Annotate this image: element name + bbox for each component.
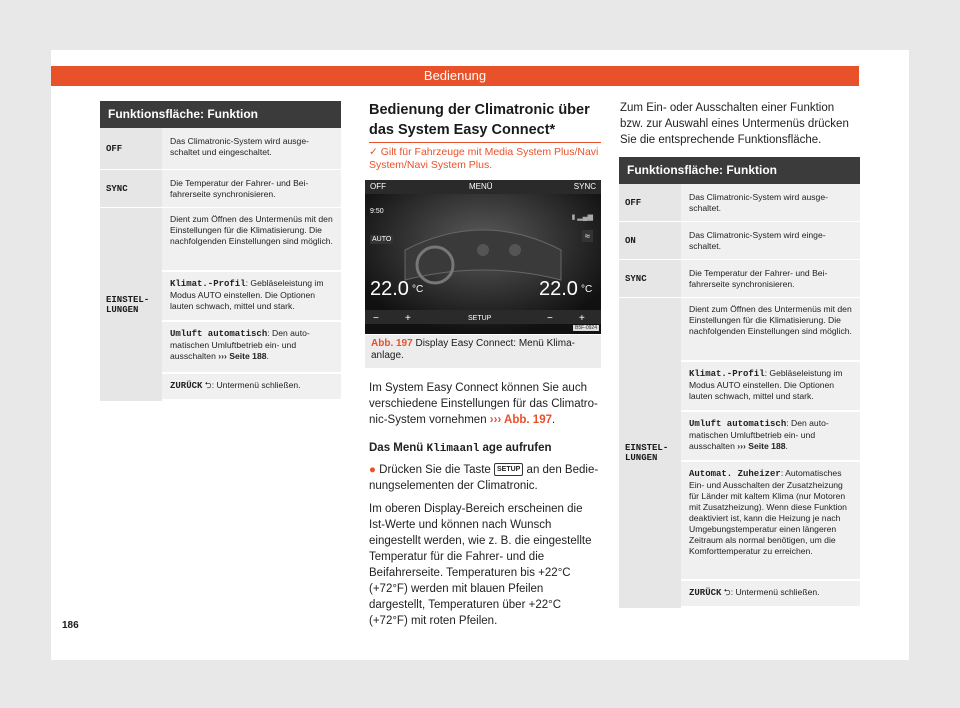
function-text: Das Climatronic-System wird ausgeschaltet.: [681, 184, 860, 221]
zurueck-key: ZURÜCK: [170, 381, 203, 391]
function-key-off: OFF: [619, 184, 681, 221]
zurueck-cell: [162, 374, 341, 401]
function-key-on: ON: [619, 222, 681, 259]
profil-key: Klimat.-Profil: [689, 369, 765, 379]
zurueck-text: : Untermenü schließen.: [730, 587, 820, 597]
return-arrow-icon: ⮌: [204, 380, 212, 390]
temp-right: 22.0: [539, 278, 578, 300]
temp-left: 22.0: [370, 278, 409, 300]
caption-label: Abb. 197: [371, 338, 413, 349]
return-arrow-icon: ⮌: [723, 587, 731, 597]
umluft-key: Umluft automatisch: [689, 419, 787, 429]
function-text: Das Climatronic-System wird eingeschaltet.: [681, 222, 860, 259]
bullet-step: [369, 462, 601, 494]
zuheizer-text: : Automatisches Ein- und Ausschalten der Zusatzheizung für Länder mit kaltem Klima (nur Motoren mit Zusatzheizung). Wenn diese Funktion deaktiviert ist, kann die Heizung je nach Umgebungstemperatur einen längeren Zeitraum als normal benötigen, um die Komforttemperatur zu erreichen.: [689, 468, 847, 556]
table-row: [100, 128, 341, 170]
menu-heading-mono: Klimaanl: [426, 443, 480, 455]
dashboard-illustration: [365, 180, 601, 334]
profil-cell: [681, 362, 860, 412]
umluft-end: .: [785, 441, 788, 451]
figure-caption: [365, 335, 601, 368]
table-row: [619, 260, 860, 298]
function-key-sync: SYNC: [619, 260, 681, 297]
figure-reference[interactable]: ››› Abb. 197: [489, 414, 552, 426]
profil-text: : Gebläseleistung im Modus AUTO einstellen. Die Optionen lauten schwach, mittel und stark.: [689, 368, 843, 401]
einstellungen-intro: Dient zum Öffnen des Untermenüs mit den Einstellungen für die Klimatisierung. Die nachfolgenden Einstellungen sind möglich.: [162, 208, 341, 272]
table-heading: Funktionsfläche: Funktion: [619, 157, 860, 184]
clock: 9:50: [370, 208, 384, 215]
recirculation-icon[interactable]: ≈: [582, 230, 593, 242]
sync-button[interactable]: SYNC: [573, 182, 596, 191]
applicability-note: ✓ Gilt für Fahrzeuge mit Media System Plus/Navi System/Navi System Plus.: [369, 146, 599, 171]
bullet-text-b: an den Bedienungselementen der Climatronic.: [369, 464, 599, 492]
profil-cell: [162, 272, 341, 322]
left-minus-button[interactable]: −: [373, 313, 379, 324]
zuheizer-cell: [681, 462, 860, 581]
auto-button[interactable]: AUTO: [372, 236, 392, 243]
umluft-end: .: [266, 351, 269, 361]
menu-heading: [369, 440, 601, 457]
menu-heading-a: Das Menü: [369, 442, 427, 454]
table-row: [100, 208, 341, 402]
zurueck-key: ZURÜCK: [689, 588, 722, 598]
menu-button[interactable]: MENÜ: [469, 182, 493, 191]
off-button[interactable]: OFF: [370, 182, 386, 191]
function-key-einstellungen: EINSTELLUNGEN: [619, 298, 681, 608]
einstellungen-intro: Dient zum Öffnen des Untermenüs mit den Einstellungen für die Klimatisierung. Die nachfolgenden Einstellungen sind möglich.: [681, 298, 860, 362]
image-code: B5F-0924: [575, 325, 597, 331]
temp-unit-left: °C: [412, 284, 424, 295]
zurueck-text: : Untermenü schließen.: [211, 380, 301, 390]
function-table-right: [619, 157, 860, 609]
right-minus-button[interactable]: −: [547, 313, 553, 324]
bullet-text-a: Drücken Sie die Taste: [379, 464, 495, 476]
table-row: [619, 298, 860, 609]
section-header: Bedienung: [51, 66, 859, 86]
title-rule: [369, 142, 601, 143]
umluft-text: : Den automatischen Umluftbetrieb ein- und ausschalten: [689, 418, 829, 451]
signal-icon: ▮ ▂▄▆: [571, 214, 593, 221]
function-table-left: [100, 101, 341, 402]
page-reference[interactable]: ››› Seite 188: [737, 441, 786, 451]
right-plus-button[interactable]: +: [579, 313, 585, 324]
umluft-key: Umluft automatisch: [170, 329, 268, 339]
table-row: [100, 170, 341, 208]
left-plus-button[interactable]: +: [405, 313, 411, 324]
function-key-einstellungen: EINSTELLUNGEN: [100, 208, 162, 401]
page-number: 186: [62, 620, 79, 631]
bullet-dot-icon: ●: [369, 464, 380, 476]
function-text: Die Temperatur der Fahrer- und Beifahrerseite synchronisieren.: [162, 170, 341, 207]
zuheizer-key: Automat. Zuheizer: [689, 469, 781, 479]
temp-unit-right: °C: [581, 284, 593, 295]
menu-heading-b: age aufrufen: [479, 442, 552, 454]
setup-key-icon: SETUP: [494, 463, 523, 476]
paragraph-display: Im oberen Display-Bereich erscheinen die Ist-Werte und können nach Wunsch eingestellt werden, wie z. B. die eingestellte Temperatur für die Fahrer- und die Beifahrerseite. Temperaturen bis +22°C (+72°F) werden mit blauen Pfeilen dargestellt, Temperaturen über +22°C (+72°F) mit roten Pfeilen.: [369, 503, 592, 627]
function-text: Die Temperatur der Fahrer- und Beifahrerseite synchronisieren.: [681, 260, 860, 297]
umluft-cell: [162, 322, 341, 374]
paragraph-end: .: [552, 414, 556, 426]
profil-key: Klimat.-Profil: [170, 279, 246, 289]
function-key-sync: SYNC: [100, 170, 162, 207]
einstellungen-cells: [681, 298, 860, 608]
function-key-off: OFF: [100, 128, 162, 169]
table-row: [619, 222, 860, 260]
umluft-text: : Den automatischen Umluftbetrieb ein- und ausschalten: [170, 328, 310, 361]
paragraph-right-intro: Zum Ein- oder Ausschalten einer Funktion bzw. zur Auswahl eines Untermenüs drücken Sie die entsprechende Funktionsfläche.: [620, 102, 849, 146]
setup-button[interactable]: SETUP: [468, 315, 492, 322]
caption-text: Display Easy Connect: Menü Klimaanlage.: [371, 338, 575, 361]
table-heading: Funktionsfläche: Funktion: [100, 101, 341, 128]
function-text: Das Climatronic-System wird ausgeschaltet und eingeschaltet.: [162, 128, 341, 169]
easy-connect-display: [365, 180, 601, 334]
profil-text: : Gebläseleistung im Modus AUTO einstellen. Die Optionen lauten schwach, mittel und stark.: [170, 278, 324, 311]
table-row: [619, 184, 860, 222]
page-reference[interactable]: ››› Seite 188: [218, 351, 267, 361]
zurueck-cell: [681, 581, 860, 608]
umluft-cell: [681, 412, 860, 462]
einstellungen-cells: [162, 208, 341, 401]
paragraph-intro: [369, 380, 601, 428]
section-title: Bedienung der Climatronic über das System Easy Connect*: [369, 102, 590, 138]
paragraph-text: Im System Easy Connect können Sie auch verschiedene Einstellungen für das Climatronic-System vornehmen: [369, 382, 598, 426]
